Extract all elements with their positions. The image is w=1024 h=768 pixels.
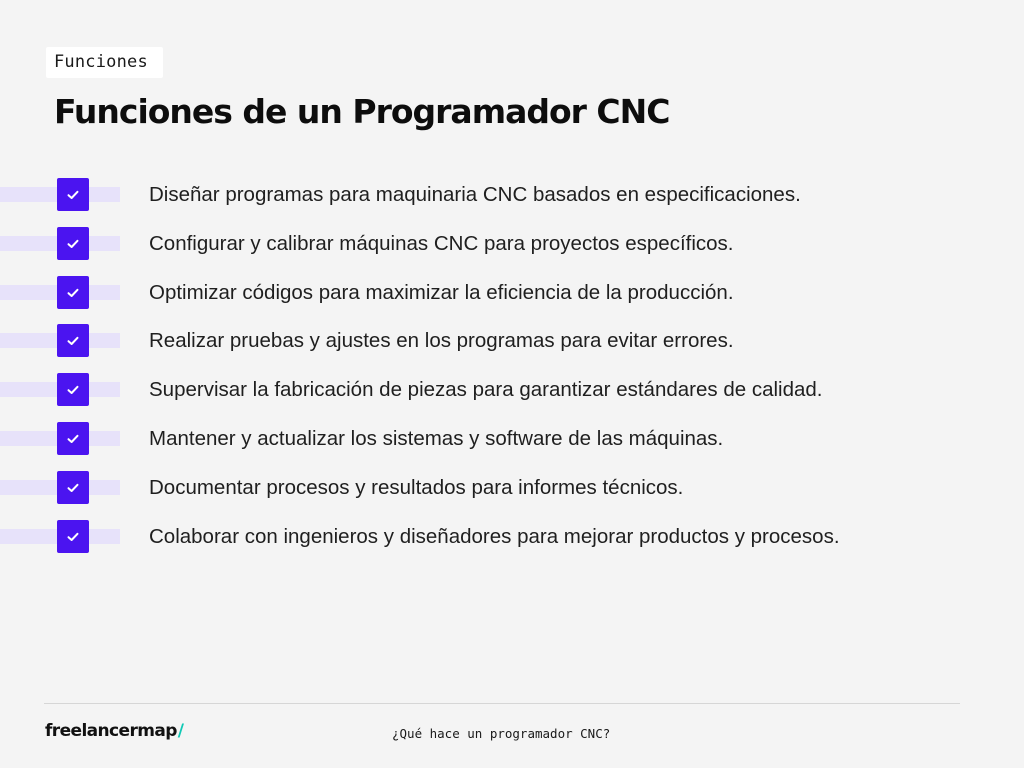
checkbox-checked (57, 373, 89, 406)
checkbox-checked (57, 422, 89, 455)
page-title: Funciones de un Programador CNC (54, 92, 670, 131)
checkbox-checked (57, 276, 89, 309)
checkmark-icon (67, 336, 79, 346)
freelancermap-logo[interactable] (45, 721, 183, 741)
checkbox-checked (57, 520, 89, 553)
list-item-text: Configurar y calibrar máquinas CNC para proyectos específicos. (149, 232, 734, 255)
checkmark-icon (67, 190, 79, 200)
list-item-text: Documentar procesos y resultados para informes técnicos. (149, 476, 684, 499)
checkbox-checked (57, 178, 89, 211)
checkmark-icon (67, 385, 79, 395)
list-item-text: Optimizar códigos para maximizar la eficiencia de la producción. (149, 281, 734, 304)
checkmark-icon (67, 532, 79, 542)
logo-slash: / (177, 721, 184, 741)
list-item-text: Mantener y actualizar los sistemas y software de las máquinas. (149, 427, 724, 450)
section-tag: Funciones (46, 47, 163, 78)
list-item-text: Supervisar la fabricación de piezas para garantizar estándares de calidad. (149, 378, 823, 401)
list-item-text: Diseñar programas para maquinaria CNC basados en especificaciones. (149, 183, 801, 206)
list-item-text: Colaborar con ingenieros y diseñadores para mejorar productos y procesos. (149, 525, 840, 548)
logo-text: freelancermap (45, 721, 177, 741)
checkbox-checked (57, 471, 89, 504)
checkbox-checked (57, 227, 89, 260)
list-item-text: Realizar pruebas y ajustes en los programas para evitar errores. (149, 329, 734, 352)
checkbox-checked (57, 324, 89, 357)
checkmark-icon (67, 288, 79, 298)
footer-divider (44, 703, 960, 704)
checkmark-icon (67, 434, 79, 444)
footer-caption: ¿Qué hace un programador CNC? (392, 726, 611, 741)
checkmark-icon (67, 483, 79, 493)
checkmark-icon (67, 239, 79, 249)
